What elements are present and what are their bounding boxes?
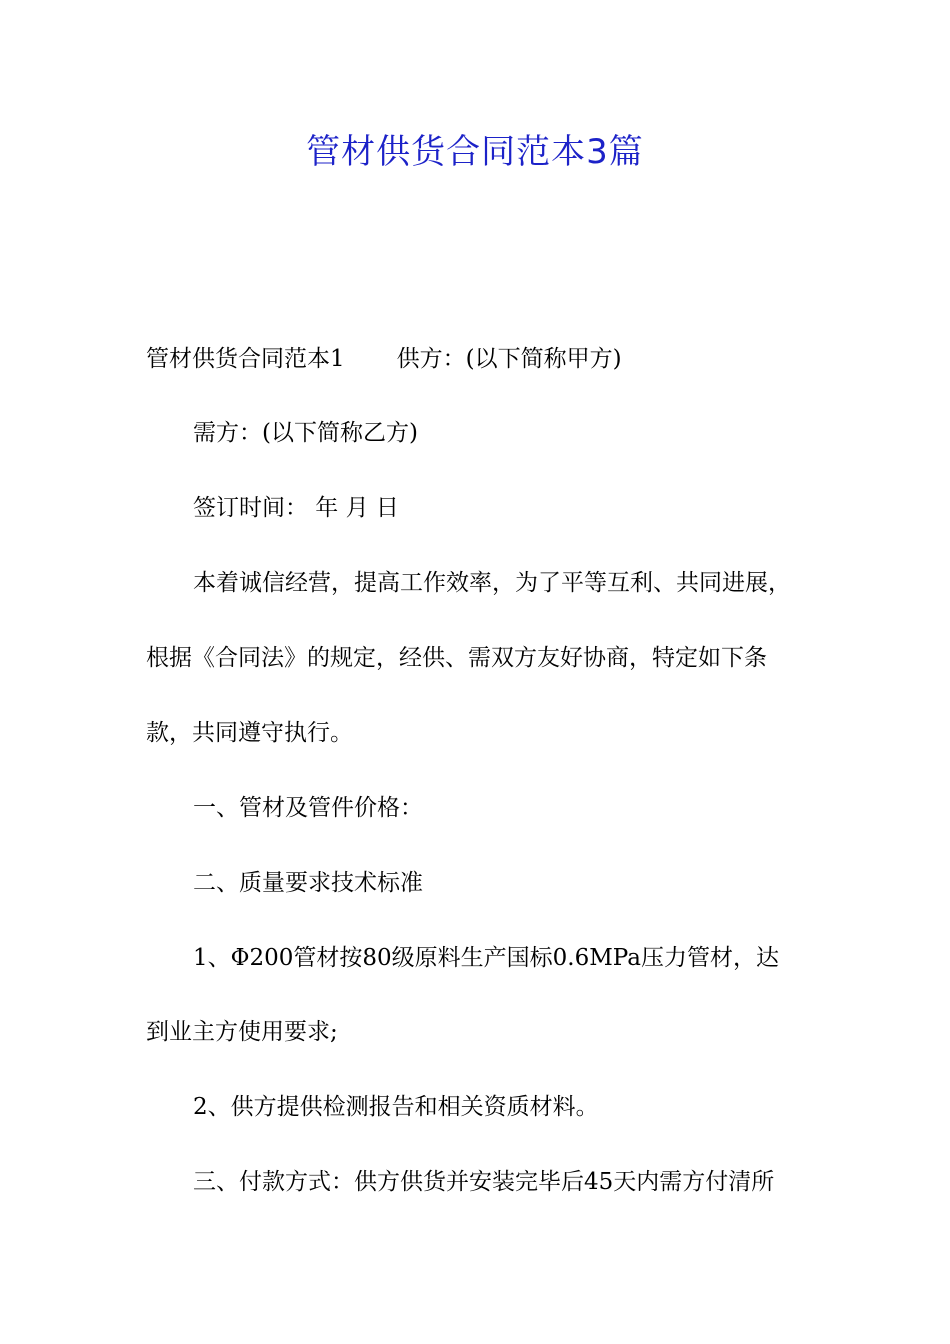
contract-heading: 管材供货合同范本1 — [146, 346, 345, 372]
text-line — [146, 341, 826, 377]
paragraph-line: 根据《合同法》的规定，经供、需双方友好协商，特定如下条 — [146, 645, 767, 671]
signing-date-line: 签订时间： 年 月 日 — [193, 495, 399, 521]
paragraph-line: 1、Φ200管材按80级原料生产国标0.6MPa压力管材，达 — [193, 945, 779, 971]
supplier-label: 供方：(以下简称甲方) — [396, 346, 622, 372]
paragraph-line: 2、供方提供检测报告和相关资质材料。 — [193, 1094, 599, 1120]
paragraph-line: 本着诚信经营，提高工作效率，为了平等互利、共同进展， — [193, 570, 791, 596]
paragraph-line: 款，共同遵守执行。 — [146, 720, 353, 746]
section-heading: 二、质量要求技术标准 — [193, 870, 423, 896]
document-title: 管材供货合同范本3篇 — [306, 132, 644, 172]
buyer-line: 需方：(以下简称乙方) — [193, 420, 418, 446]
section-heading: 三、付款方式：供方供货并安装完毕后45天内需方付清所 — [193, 1169, 775, 1195]
section-heading: 一、管材及管件价格： — [193, 795, 423, 821]
paragraph-line: 到业主方使用要求; — [146, 1019, 338, 1045]
